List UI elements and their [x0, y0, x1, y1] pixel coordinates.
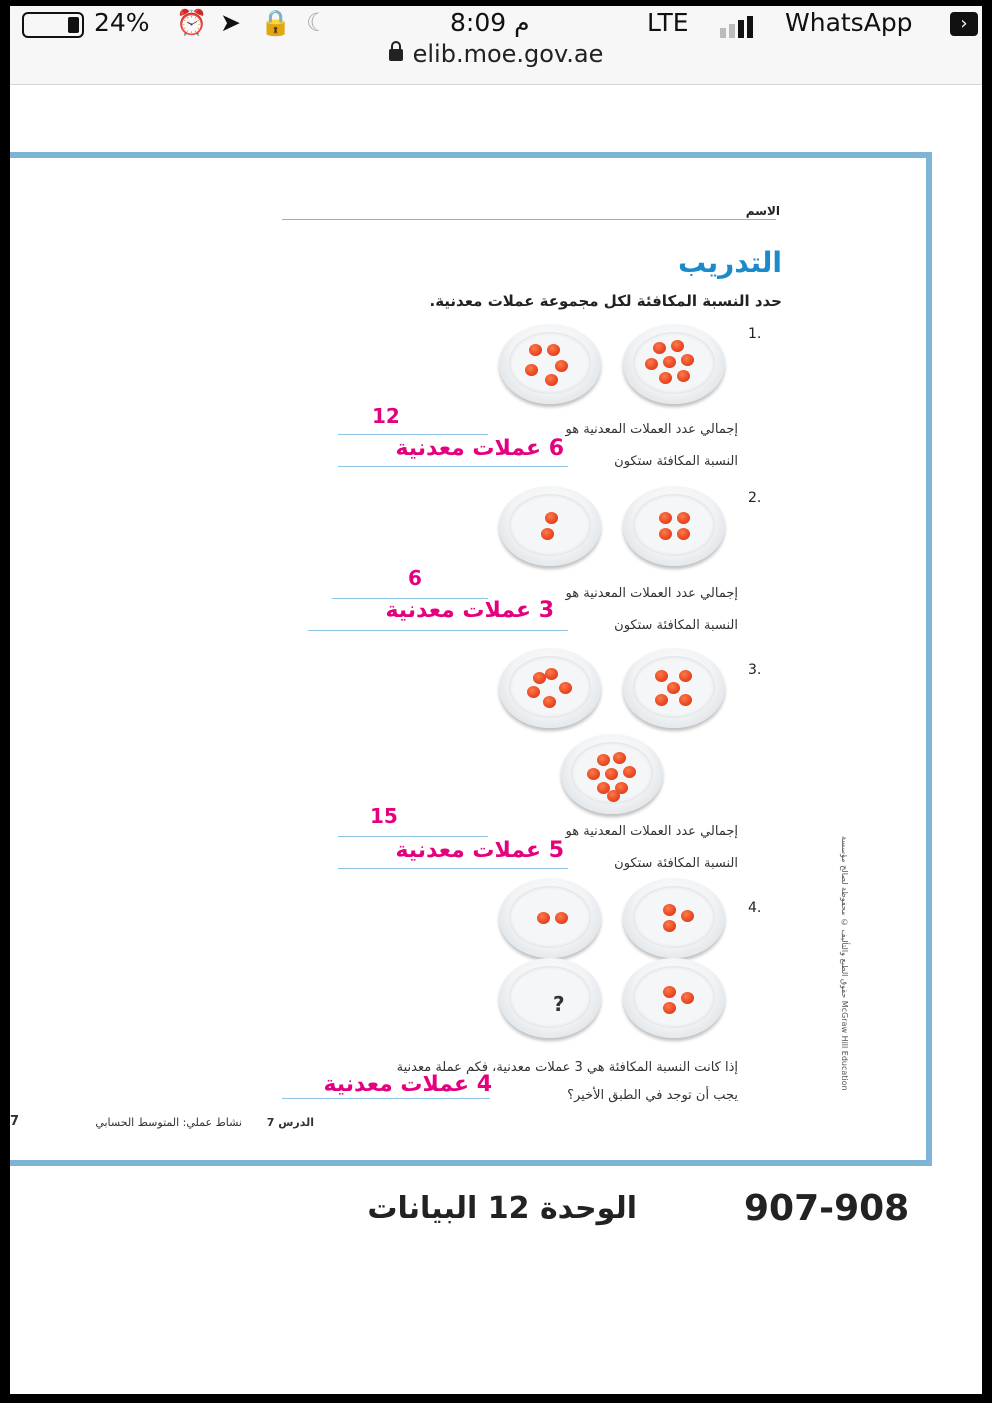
network-type: LTE [647, 8, 689, 37]
footer-text: نشاط عملي: المتوسط الحسابي [95, 1116, 242, 1129]
lock-icon [389, 49, 403, 61]
plate [623, 878, 725, 958]
total-label: إجمالي عدد العملات المعدنية هو [565, 824, 738, 839]
unknown-mark: ? [553, 992, 565, 1016]
instruction: حدد النسبة المكافئة لكل مجموعة عملات معدنية. [429, 292, 782, 310]
clock: 8:09 م [450, 8, 530, 37]
status-bar [10, 6, 982, 85]
total-label: إجمالي عدد العملات المعدنية هو [565, 586, 738, 601]
answer-ratio-1: 6 عملات معدنية [395, 436, 564, 461]
address-bar[interactable] [10, 40, 982, 68]
footer-lesson: الدرس 7 [266, 1116, 314, 1129]
page-title: التدريب [678, 246, 782, 279]
plate [499, 648, 601, 728]
plate [623, 648, 725, 728]
answer-total-3: 15 [370, 804, 398, 828]
plate [623, 486, 725, 566]
rotation-lock-icon: 🔒 [260, 8, 292, 37]
question-4-line-1: إذا كانت النسبة المكافئة هي 3 عملات معدنية، فكم عملة معدنية [396, 1060, 738, 1075]
answer-total-2: 6 [408, 566, 422, 590]
plate [499, 324, 601, 404]
answer-ratio-2: 3 عملات معدنية [385, 598, 554, 623]
url-text: elib.moe.gov.ae [412, 40, 604, 68]
question-2-number: 2. [748, 490, 762, 506]
plate [561, 734, 663, 814]
question-1-number: 1. [748, 326, 762, 342]
ratio-label: النسبة المكافئة ستكون [614, 856, 738, 871]
total-label: إجمالي عدد العملات المعدنية هو [565, 422, 738, 437]
ratio-label: النسبة المكافئة ستكون [614, 454, 738, 469]
question-3-number: 3. [748, 662, 762, 678]
name-label: الاسم [745, 204, 780, 218]
answer-line [338, 434, 488, 435]
answer-line [282, 1098, 490, 1099]
footer-page: 7 [10, 1114, 20, 1129]
plate [499, 878, 601, 958]
answer-line [338, 868, 568, 869]
copyright-credit: حقوق الطبع والتأليف © محفوظة لصالح مؤسسة McGraw Hill Education [840, 836, 849, 1091]
answer-ratio-3: 5 عملات معدنية [395, 838, 564, 863]
battery-percent: 24% [94, 8, 150, 37]
answer-total-1: 12 [372, 404, 400, 428]
back-to-app-link[interactable]: WhatsApp [785, 8, 913, 37]
screen [10, 6, 982, 1394]
signal-icon [720, 16, 756, 38]
question-4-line-2: يجب أن توجد في الطبق الأخير؟ [567, 1088, 738, 1103]
question-4-number: 4. [748, 900, 762, 916]
chevron-right-icon[interactable]: › [950, 12, 978, 36]
plate [623, 324, 725, 404]
answer-line [308, 630, 568, 631]
name-line [282, 219, 776, 220]
ratio-label: النسبة المكافئة ستكون [614, 618, 738, 633]
page-range: 907-908 [744, 1188, 910, 1229]
do-not-disturb-icon: ☾ [306, 8, 329, 37]
answer-line [338, 836, 488, 837]
plate [499, 486, 601, 566]
alarm-icon: ⏰ [176, 8, 208, 37]
unit-title: الوحدة 12 البيانات [367, 1191, 637, 1226]
plate [499, 958, 601, 1038]
answer-line [338, 466, 568, 467]
plate [623, 958, 725, 1038]
location-icon: ➤ [220, 8, 241, 37]
battery-icon [22, 12, 84, 38]
answer-4: 4 عملات معدنية [323, 1072, 492, 1097]
